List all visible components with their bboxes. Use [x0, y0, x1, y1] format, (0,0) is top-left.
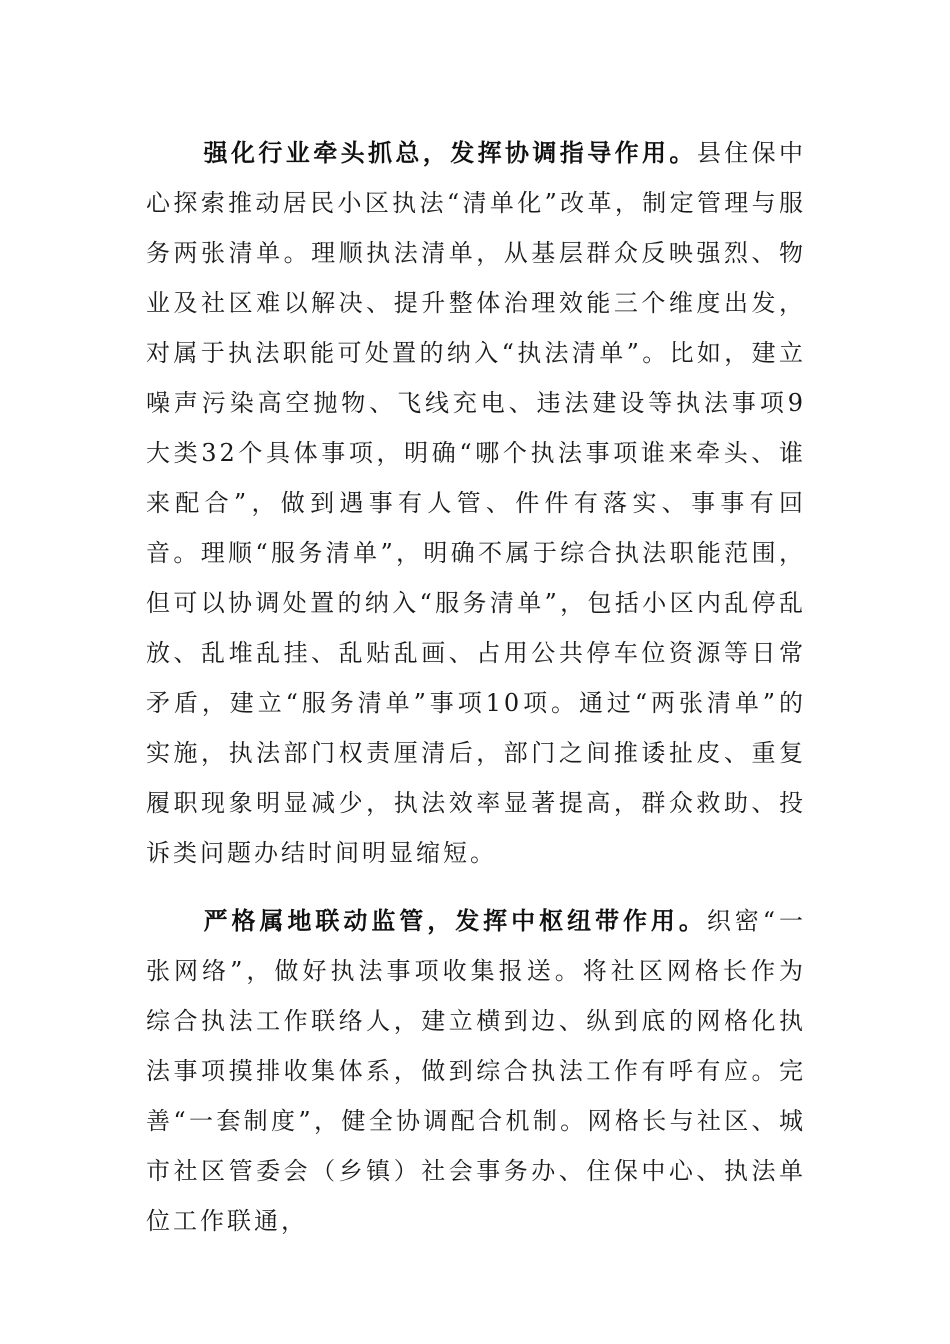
- paragraph-2-lead: 严格属地联动监管，发挥中枢纽带作用。: [203, 907, 707, 935]
- paragraph-2-text: 织密“一张网络”，做好执法事项收集报送。将社区网格长作为综合执法工作联络人，建立横到边、纵到底的网格化执法事项摸排收集体系，做到综合执法工作有呼有应。完善“一套制度”，健全协调配合机制。网格长与社区、城市社区管委会（乡镇）社会事务办、住保中心、执法单位工作联通，: [146, 907, 806, 1235]
- paragraph-2: [146, 896, 806, 1246]
- paragraph-1: [146, 128, 806, 878]
- paragraph-1-text: 县住保中心探索推动居民小区执法“清单化”改革，制定管理与服务两张清单。理顺执法清单，从基层群众反映强烈、物业及社区难以解决、提升整体治理效能三个维度出发，对属于执法职能可处置的纳入“执法清单”。比如，建立噪声污染高空抛物、飞线充电、违法建设等执法事项9大类32个具体事项，明确“哪个执法事项谁来牵头、谁来配合”，做到遇事有人管、件件有落实、事事有回音。理顺“服务清单”，明确不属于综合执法职能范围，但可以协调处置的纳入“服务清单”，包括小区内乱停乱放、乱堆乱挂、乱贴乱画、占用公共停车位资源等日常矛盾，建立“服务清单”事项10项。通过“两张清单”的实施，执法部门权责厘清后，部门之间推诿扯皮、重复履职现象明显减少，执法效率显著提高，群众救助、投诉类问题办结时间明显缩短。: [146, 139, 807, 867]
- document-body: [146, 128, 806, 1246]
- paragraph-1-lead: 强化行业牵头抓总，发挥协调指导作用。: [203, 139, 697, 167]
